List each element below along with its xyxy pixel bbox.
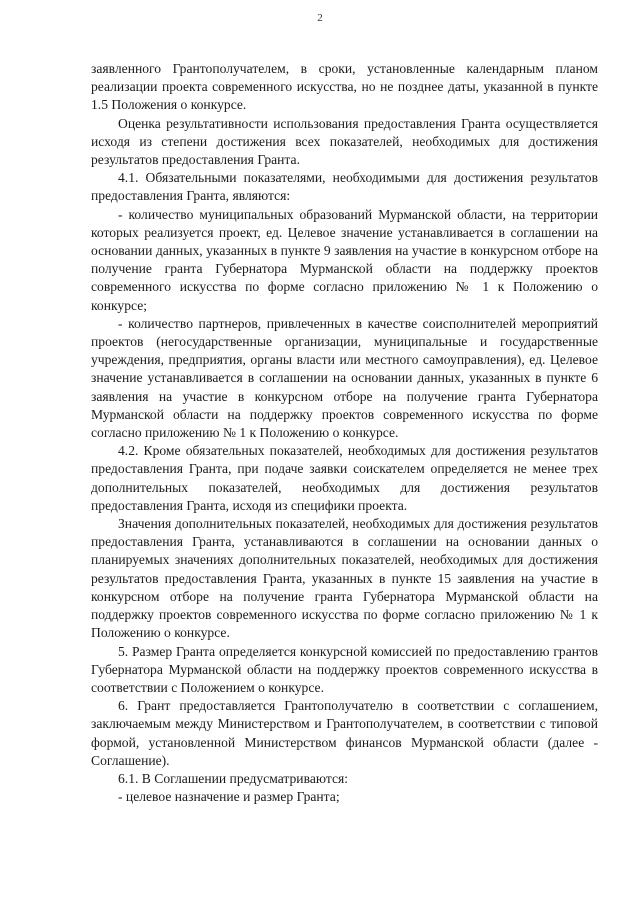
document-body <box>91 60 598 806</box>
paragraph-6: 4.2. Кроме обязательных показателей, необходимых для достижения результатов предоставления Гранта, при подаче заявки соискателем определяется не менее трех дополнительных показателей, необходимых для достижения результатов предоставления Гранта, исходя из специфики проекта. <box>91 443 598 513</box>
paragraph-1: заявленного Грантополучателем, в сроки, установленные календарным планом реализации проекта современного искусства, но не позднее даты, указанной в пункте 1.5 Положения о конкурсе. <box>91 61 598 113</box>
paragraph-2: Оценка результативности использования предоставления Гранта осуществляется исходя из степени достижения всех показателей, необходимых для достижения результатов предоставления Гранта. <box>91 115 598 168</box>
paragraph-9: 6. Грант предоставляется Грантополучателю в соответствии с соглашением, заключаемым между Министерством и Грантополучателем, в соответствии с типовой формой, установленной Министерством финансов Мурманской области (далее - Соглашение). <box>91 698 598 768</box>
page-number: 2 <box>317 12 323 24</box>
paragraph-10: 6.1. В Соглашении предусматриваются: <box>118 770 349 786</box>
paragraph-3: 4.1. Обязательными показателями, необходимыми для достижения результатов предоставления Гранта, являются: <box>91 170 598 204</box>
paragraph-4: - количество муниципальных образований Мурманской области, на территории которых реализуется проект, ед. Целевое значение устанавливается в соглашении на основании данных, указанных в пункте 9 заявления на участие в конкурсном отборе на получение гранта Губернатора Мурманской области на поддержку проектов современного искусства по форме согласно приложению № 1 к Положению о конкурсе; <box>91 206 598 313</box>
paragraph-11: - целевое назначение и размер Гранта; <box>118 789 340 805</box>
paragraph-7: Значения дополнительных показателей, необходимых для достижения результатов предоставления Гранта, устанавливаются в соглашении на основании данных о планируемых значениях дополнительных показателей, необходимых для достижения результатов предоставления Гранта, указанных в пункте 15 заявления на участие в конкурсном отборе на получение гранта Губернатора Мурманской области на поддержку проектов современного искусства по форме согласно приложению № 1 к Положению о конкурсе. <box>91 516 598 641</box>
paragraph-8: 5. Размер Гранта определяется конкурсной комиссией по предоставлению грантов Губернатора Мурманской области на поддержку проектов современного искусства в соответствии с Положением о конкурсе. <box>91 643 598 695</box>
paragraph-5: - количество партнеров, привлеченных в качестве соисполнителей мероприятий проектов (негосударственные организации, муниципальные и государственные учреждения, предприятия, органы власти или местного самоуправления), ед. Целевое значение устанавливается в соглашении на основании данных, указанных в пункте 6 заявления на участие в конкурсном отборе на получение гранта Губернатора Мурманской области на поддержку проектов современного искусства по форме согласно приложению № 1 к Положению о конкурсе. <box>91 315 598 441</box>
